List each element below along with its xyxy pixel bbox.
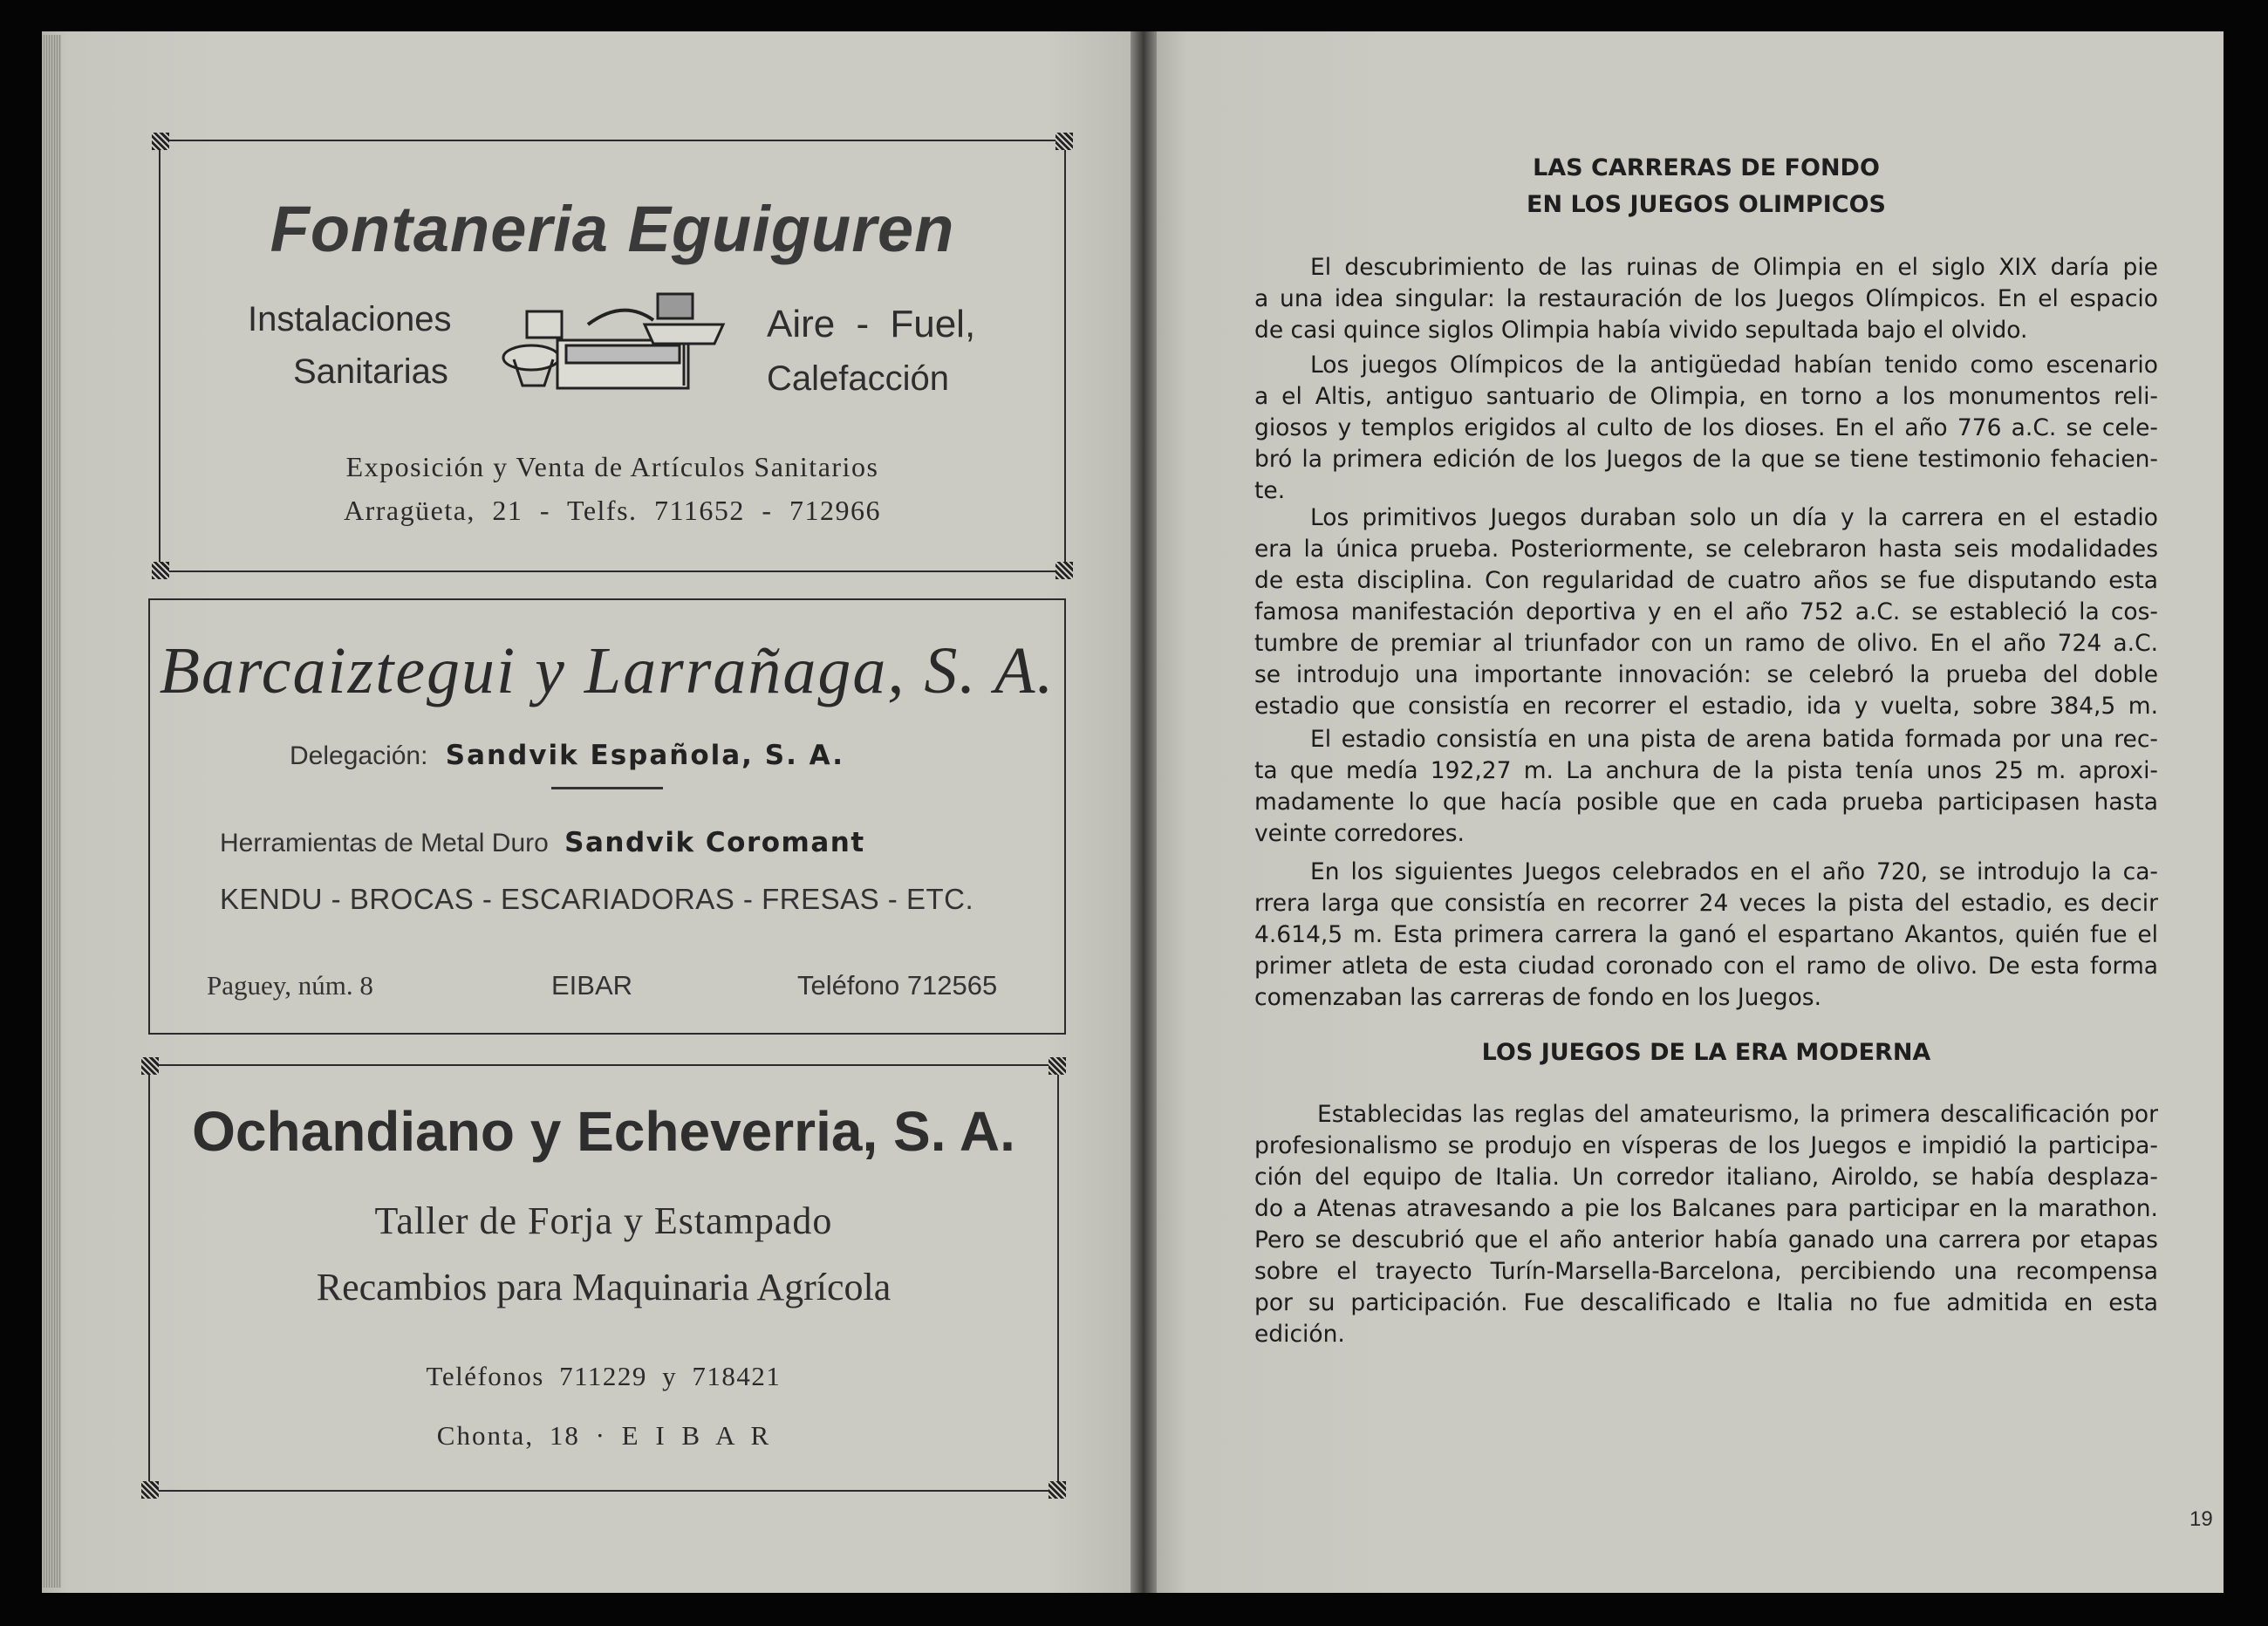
paragraph-line: estadio que consistía en recorrer el estadio, ida y vuelta, sobre 384,5 m.	[1254, 693, 2158, 720]
paragraph-line: era la única prueba. Posteriormente, se celebraron hasta seis modalidades	[1254, 536, 2158, 563]
paragraph-line: ción del equipo de Italia. Un corredor italiano, Airoldo, se había desplaza-	[1254, 1164, 2158, 1191]
paragraph-2	[1254, 350, 2158, 507]
paragraph-line: Los primitivos Juegos duraban solo un día y la carrera en el estadio	[1310, 504, 2158, 531]
ad-barcaiztegui-larranaga	[148, 598, 1066, 1035]
paragraph-line: El descubrimiento de las ruinas de Olimpia en el siglo XIX daría pie	[1310, 254, 2158, 281]
corner-ornament	[141, 1057, 159, 1075]
ad-ochandiano-echeverria	[148, 1064, 1059, 1492]
ad2-title: Barcaiztegui y Larrañaga, S. A.	[159, 634, 1055, 707]
ad-fontaneria-eguiguren	[159, 140, 1066, 572]
paragraph-modern	[1254, 1099, 2158, 1350]
ad2-tools-label: Herramientas de Metal Duro	[220, 829, 549, 857]
corner-ornament	[141, 1481, 159, 1499]
paragraph-line: En los siguientes Juegos celebrados en el año 720, se introdujo la ca-	[1310, 858, 2158, 885]
paragraph-line: bró la primera edición de los Juegos de la que se tiene testimonio fehacien-	[1254, 446, 2158, 473]
paragraph-line: ta que medía 192,27 m. La anchura de la pista tenía unos 25 m. aproxi-	[1254, 757, 2158, 784]
paragraph-line: Los juegos Olímpicos de la antigüedad habían tenido como escenario	[1310, 352, 2158, 379]
paragraph-line: a el Altis, antiguo santuario de Olimpia, en torno a los monumentos reli-	[1254, 383, 2158, 410]
paragraph-5	[1254, 857, 2158, 1014]
ad1-title: Fontaneria Eguiguren	[270, 193, 955, 265]
paragraph-line: de casi quince siglos Olimpia había vivido sepultada bajo el olvido.	[1254, 317, 2028, 344]
paragraph-line: profesionalismo se produjo en vísperas de los Juegos e impidió la participa-	[1254, 1132, 2158, 1159]
paragraph-3	[1254, 502, 2158, 722]
ad1-exhibition-line: Exposición y Venta de Artículos Sanitarios	[345, 451, 879, 482]
paragraph-line: Pero se descubrió que el año anterior había ganado una carrera por etapas	[1254, 1226, 2158, 1254]
ad3-title: Ochandiano y Echeverria, S. A.	[192, 1100, 1015, 1163]
paragraph-line: Establecidas las reglas del amateurismo, la primera descalificación por	[1317, 1101, 2158, 1128]
ad1-right-line2: Calefacción	[767, 359, 950, 398]
ad3-address: Chonta, 18 · E I B A R	[436, 1420, 771, 1451]
paragraph-line: sobre el trayecto Turín-Marsella-Barcelona, percibiendo una recompensa	[1254, 1258, 2158, 1285]
page-edges	[42, 35, 61, 1588]
bathroom-fixtures-icon	[492, 290, 754, 394]
corner-ornament	[1055, 133, 1073, 150]
article-title-line1: LAS CARRERAS DE FONDO	[1533, 154, 1880, 181]
paragraph-line: rrera larga que consistía en recorrer 24 veces la pista del estadio, es decir	[1254, 890, 2158, 917]
paragraph-line: edición.	[1254, 1321, 1345, 1348]
paragraph-line: 4.614,5 m. Esta primera carrera la ganó el espartano Akantos, quién fue el	[1254, 921, 2158, 948]
paragraph-line: giosos y templos erigidos al culto de los dioses. En el año 776 a.C. se cele-	[1254, 414, 2158, 441]
ad2-products: KENDU - BROCAS - ESCARIADORAS - FRESAS - ETC.	[220, 883, 974, 915]
corner-ornament	[1055, 562, 1073, 579]
ad1-address: Arragüeta, 21 - Telfs. 711652 - 712966	[344, 495, 881, 526]
page-number: 19	[2189, 1507, 2213, 1531]
paragraph-line: comenzaban las carreras de fondo en los Juegos.	[1254, 984, 1822, 1011]
ad2-delegation-label: Delegación:	[290, 741, 428, 770]
corner-ornament	[152, 562, 169, 579]
paragraph-line: madamente lo que hacía posible que en cada prueba participasen hasta	[1254, 789, 2158, 816]
corner-ornament	[1049, 1481, 1066, 1499]
paragraph-1	[1254, 252, 2158, 346]
ad3-phones: Teléfonos 711229 y 718421	[426, 1361, 782, 1391]
paragraph-line: tumbre de premiar al triunfador con un ramo de olivo. En el año 724 a.C.	[1254, 630, 2158, 657]
paragraph-line: por su participación. Fue descalificado e Italia no fue admitida en esta	[1254, 1289, 2158, 1316]
paragraph-line: famosa manifestación deportiva y en el año 752 a.C. se estableció la cos-	[1254, 598, 2158, 625]
ad2-delegation-name: Sandvik Española, S. A.	[445, 740, 844, 771]
ad3-line2: Recambios para Maquinaria Agrícola	[316, 1266, 891, 1308]
paragraph-line: veinte corredores.	[1254, 820, 1465, 847]
paragraph-4	[1254, 724, 2158, 850]
ad2-divider	[551, 787, 663, 789]
paragraph-line: de esta disciplina. Con regularidad de cuatro años se fue disputando esta	[1254, 567, 2158, 594]
paragraph-line: a una idea singular: la restauración de los Juegos Olímpicos. En el espacio	[1254, 285, 2158, 312]
ad1-left-line1: Instalaciones	[248, 300, 452, 338]
ad3-line1: Taller de Forja y Estampado	[374, 1199, 833, 1242]
paragraph-line: primer atleta de esta ciudad coronado con el ramo de olivo. De esta forma	[1254, 953, 2158, 980]
ad2-address: Paguey, núm. 8	[207, 970, 373, 1001]
corner-ornament	[1049, 1057, 1066, 1075]
paragraph-line: se introdujo una importante innovación: se celebró la prueba del doble	[1254, 661, 2158, 688]
paragraph-line: El estadio consistía en una pista de arena batida formada por una rec-	[1310, 726, 2158, 753]
section-heading-modern: LOS JUEGOS DE LA ERA MODERNA	[1481, 1039, 1931, 1066]
ad2-tools-brand: Sandvik Coromant	[564, 827, 865, 858]
book-gutter	[1131, 31, 1157, 1593]
ad1-left-line2: Sanitarias	[293, 352, 448, 391]
ad2-tools-line	[220, 827, 865, 858]
ad2-phone: Teléfono 712565	[797, 970, 998, 1001]
ad2-delegation	[290, 740, 844, 771]
ad1-right-line1: Aire - Fuel,	[767, 303, 976, 345]
article-title-line2: EN LOS JUEGOS OLIMPICOS	[1527, 191, 1886, 218]
paragraph-line: te.	[1254, 477, 1286, 504]
corner-ornament	[152, 133, 169, 150]
paragraph-line: do a Atenas atravesando a pie los Balcanes para participar en la marathon.	[1254, 1195, 2158, 1222]
ad2-city: EIBAR	[551, 970, 633, 1001]
